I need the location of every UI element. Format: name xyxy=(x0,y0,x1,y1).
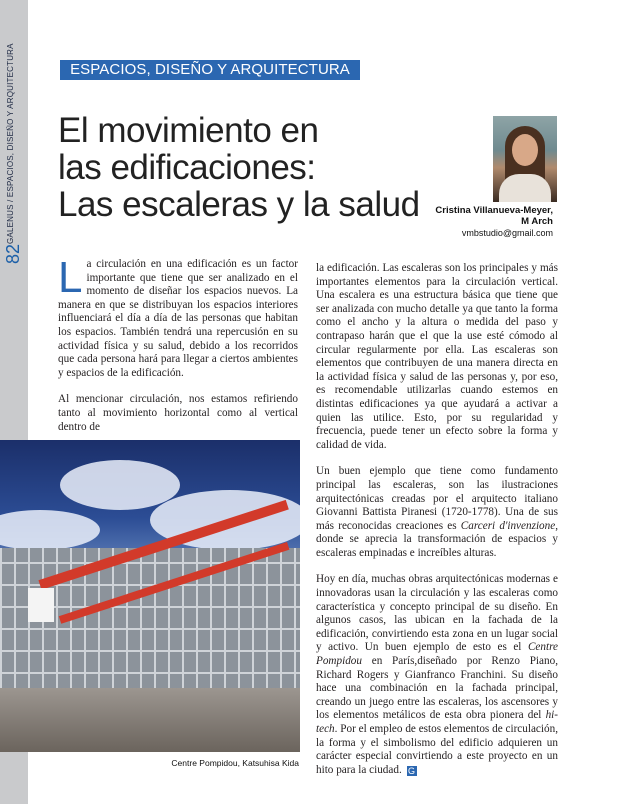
column-left xyxy=(58,253,298,447)
author-name: Cristina Villanueva-Meyer, M Arch xyxy=(435,205,553,227)
title-line-3: Las escaleras y la salud xyxy=(58,185,420,224)
title-line-2: las edificaciones: xyxy=(58,148,316,187)
section-badge: ESPACIOS, DISEÑO Y ARQUITECTURA xyxy=(60,60,360,80)
photo-caption: Centre Pompidou, Katsuhisa Kida xyxy=(171,758,299,768)
running-head: GALENUS / ESPACIOS, DISEÑO Y ARQUITECTURA xyxy=(6,43,15,244)
paragraph-stairs: la edificación. Las escaleras son los principales y más importantes elementos para la circulación vertical. Una escalera es una estructura básica que tiene que ser analizada con mucho detalle ya que tanto la forma como el ancho y la altura o medida del paso y contrapaso harán que el que la use esté cómodo al circular regularmente por ella. Las escaleras son elementos que contribuyen de una manera directa en la actividad física y salud de las personas y, por eso, es recomendable utilizarlas cuando estemos en distintas edificaciones ya que ayudará a activar a quien las utilice. Esto, por su regularidad y frecuencia, puede tener un efecto sobre la forma y calidad de vida. xyxy=(316,262,558,451)
end-mark-icon: G xyxy=(408,765,416,776)
paragraph-intro: La circulación en una edificación es un factor importante que tiene que ser analizado en el momento de diseñar los espacios nuevos. La manera en que se distribuyan los espacios interiores influenciará el día a día de las personas que habitan los espacios. También tendrá una repercusión en su actividad física y su salud, debido a los recorridos que cada persona hará para llegar a ciertos ambientes y espacios de la edificación. xyxy=(58,253,298,379)
dropcap: L xyxy=(58,253,83,302)
page-number: 82 xyxy=(3,244,23,265)
paragraph-piranesi: Un buen ejemplo que tiene como fundamento principal las escaleras, son las ilustraciones arquitectónicas creadas por el arquitecto italiano Giovanni Battista Piranesi (1720-1778). Una de sus más reconocidas creaciones es Carceri d'invenzione, donde se aprecia la transformación de espacios y escaleras empinadas e increíbles alturas. xyxy=(316,465,558,559)
title-line-1: El movimiento en xyxy=(58,111,319,150)
column-right xyxy=(316,262,558,790)
paragraph-pompidou: Hoy en día, muchas obras arquitectónicas modernas e innovadoras usan la circulación y las escaleras como característica y concepto principal de su diseño. En algunos casos, las ubican en la fachada de la edificación, convirtiendo esta zona en un lugar social y activo. Un buen ejemplo de esto es el Centre Pompidou en París,diseñado por Renzo Piano, Richard Rogers y Gianfranco Franchini. Su diseño hace una combinación en la fachada principal, creando un juego entre las escaleras, los ascensores y los elementos metálicos de esta obra pionera del hi-tech. Por el empleo de estos elementos de circulación, la forma y el simbolismo del edificio adquieren un carácter especial convirtiendo a este proyecto en un hito para la ciudad. G xyxy=(316,573,558,776)
paragraph-circulation: Al mencionar circulación, nos estamos refiriendo tanto al movimiento horizontal como al vertical dentro de xyxy=(58,393,298,433)
hero-photo xyxy=(0,440,300,752)
author-email: vmbstudio@gmail.com xyxy=(461,228,553,238)
author-photo xyxy=(493,116,557,202)
